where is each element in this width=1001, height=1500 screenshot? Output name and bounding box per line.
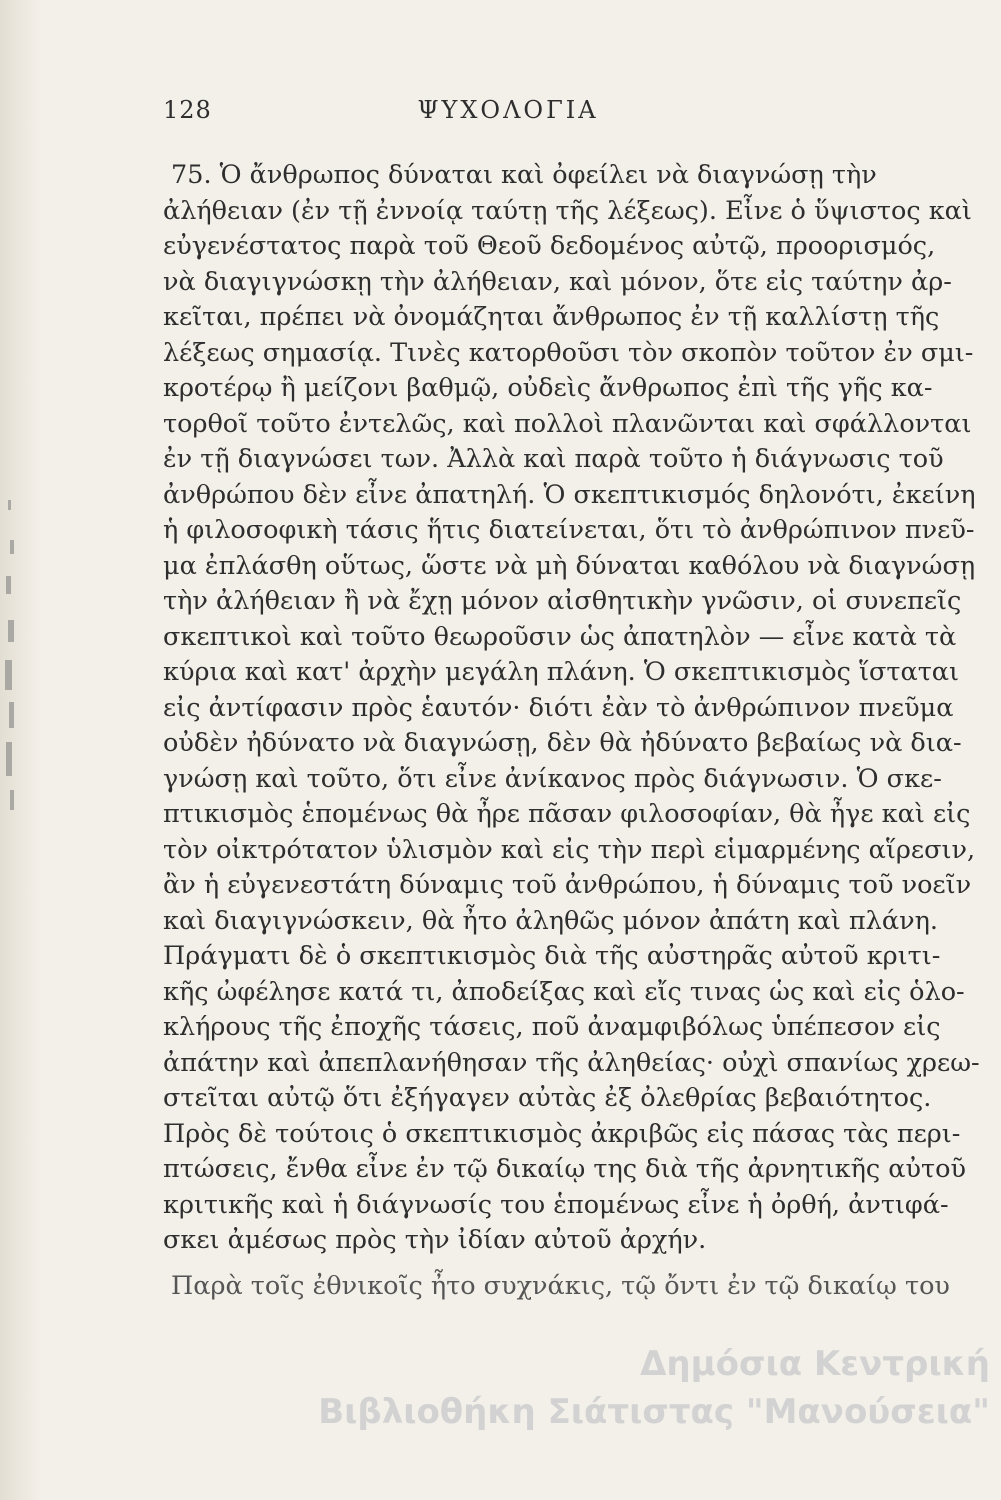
body-text xyxy=(163,158,980,1304)
text-line: λέξεως σημασίᾳ. Τινὲς κατορθοῦσι τὸν σκοπὸν τοῦτον ἐν σμι- xyxy=(163,337,974,368)
running-title: ΨΥΧΟΛΟΓΙΑ xyxy=(417,96,599,124)
page-number: 128 xyxy=(163,96,212,124)
text-line: ἀλήθειαν (ἐν τῇ ἐννοίᾳ ταύτῃ τῆς λέξεως). Εἶνε ὁ ὕψιστος καὶ xyxy=(163,195,972,226)
text-line: κροτέρῳ ἢ μείζονι βαθμῷ, οὐδεὶς ἄνθρωπος ἐπὶ τῆς γῆς κα- xyxy=(163,373,933,403)
text-line: κλήρους τῆς ἐποχῆς τάσεις, ποῦ ἀναμφιβόλως ὑπέπεσον εἰς xyxy=(163,1012,941,1042)
text-line: κῆς ὠφέλησε κατά τι, ἀποδείξας καὶ εἴς τινας ὡς καὶ εἰς ὁλο- xyxy=(163,976,965,1007)
text-line: κεῖται, πρέπει νὰ ὀνομάζηται ἄνθρωπος ἐν τῇ καλλίστῃ τῆς xyxy=(163,302,940,332)
text-line: Πρὸς δὲ τούτοις ὁ σκεπτικισμὸς ἀκριβῶς εἰς πάσας τὰς περι- xyxy=(163,1118,961,1149)
watermark-line: Βιβλιοθήκη Σιάτιστας "Μανούσεια" xyxy=(318,1392,990,1432)
text-line: ἡ φιλοσοφικὴ τάσις ἥτις διατείνεται, ὅτι τὸ ἀνθρώπινον πνεῦ- xyxy=(163,515,975,545)
paragraph xyxy=(163,1269,950,1305)
text-line: Πράγματι δὲ ὁ σκεπτικισμὸς διὰ τῆς αὐστηρᾶς αὐτοῦ κριτι- xyxy=(163,941,941,971)
text-line: Παρὰ τοῖς ἐθνικοῖς ἦτο συχνάκις, τῷ ὄντι ἐν τῷ δικαίῳ του xyxy=(171,1270,950,1301)
text-line: ἂν ἡ εὐγενεστάτη δύναμις τοῦ ἀνθρώπου, ἡ δύναμις τοῦ νοεῖν xyxy=(163,870,972,900)
text-line: τὴν ἀλήθειαν ἢ νὰ ἔχῃ μόνον αἰσθητικὴν γνῶσιν, οἱ συνεπεῖς xyxy=(163,586,962,616)
text-line: εὐγενέστατος παρὰ τοῦ Θεοῦ δεδομένος αὐτῷ, προορισμός, xyxy=(163,231,936,261)
text-line: κύρια καὶ κατ' ἀρχὴν μεγάλη πλάνη. Ὁ σκεπτικισμὸς ἵσταται xyxy=(163,657,960,687)
text-line: μα ἐπλάσθη οὕτως, ὥστε νὰ μὴ δύναται καθόλου νὰ διαγνώσῃ xyxy=(163,550,976,581)
binding-marks xyxy=(0,480,40,840)
text-line: τὸν οἰκτρότατον ὑλισμὸν καὶ εἰς τὴν περὶ εἱμαρμένης αἵρεσιν, xyxy=(163,834,976,865)
library-watermark xyxy=(230,1340,990,1460)
text-line: εἰς ἀντίφασιν πρὸς ἑαυτόν· διότι ἐὰν τὸ ἀνθρώπινον πνεῦμα xyxy=(163,692,954,723)
text-line: ἀνθρώπου δὲν εἶνε ἀπατηλή. Ὁ σκεπτικισμός δηλονότι, ἐκείνη xyxy=(163,479,976,510)
text-line: ἀπάτην καὶ ἀπεπλανήθησαν τῆς ἀληθείας· οὐχὶ σπανίως χρεω- xyxy=(163,1047,980,1078)
text-line: κριτικῆς καὶ ἡ διάγνωσίς του ἑπομένως εἶνε ἡ ὀρθή, ἀντιφά- xyxy=(163,1189,949,1220)
paragraph xyxy=(163,158,980,1259)
text-line: τορθοῖ τοῦτο ἐντελῶς, καὶ πολλοὶ πλανῶνται καὶ σφάλλονται xyxy=(163,408,972,439)
text-line: σκεπτικοὶ καὶ τοῦτο θεωροῦσιν ὡς ἀπατηλὸν — εἶνε κατὰ τὰ xyxy=(163,621,957,652)
text-line: γνώσῃ καὶ τοῦτο, ὅτι εἶνε ἀνίκανος πρὸς διάγνωσιν. Ὁ σκε- xyxy=(163,763,942,794)
watermark-line: Δημόσια Κεντρική xyxy=(640,1344,990,1384)
paragraph-gap xyxy=(163,1259,853,1269)
text-line: καὶ διαγιγνώσκειν, θὰ ἦτο ἀληθῶς μόνον ἀπάτη καὶ πλάνη. xyxy=(163,905,938,936)
text-line: 75. Ὁ ἄνθρωπος δύναται καὶ ὀφείλει νὰ διαγνώσῃ τὴν xyxy=(171,160,877,190)
text-line: πτικισμὸς ἑπομένως θὰ ἦρε πᾶσαν φιλοσοφίαν, θὰ ἦγε καὶ εἰς xyxy=(163,799,971,829)
text-line: ἐν τῇ διαγνώσει των. Ἀλλὰ καὶ παρὰ τοῦτο ἡ διάγνωσις τοῦ xyxy=(163,444,944,474)
text-line: πτώσεις, ἔνθα εἶνε ἐν τῷ δικαίῳ της διὰ τῆς ἀρνητικῆς αὐτοῦ xyxy=(163,1154,966,1184)
running-head xyxy=(163,96,853,140)
text-line: νὰ διαγιγνώσκῃ τὴν ἀλήθειαν, καὶ μόνον, ὅτε εἰς ταύτην ἀρ- xyxy=(163,266,952,297)
text-line: οὐδὲν ἠδύνατο νὰ διαγνώσῃ, δὲν θὰ ἠδύνατο βεβαίως νὰ δια- xyxy=(163,728,962,758)
text-line: σκει ἀμέσως πρὸς τὴν ἰδίαν αὐτοῦ ἀρχήν. xyxy=(163,1225,707,1255)
text-line: στεῖται αὐτῷ ὅτι ἐξήγαγεν αὐτὰς ἐξ ὀλεθρίας βεβαιότητος. xyxy=(163,1083,932,1113)
